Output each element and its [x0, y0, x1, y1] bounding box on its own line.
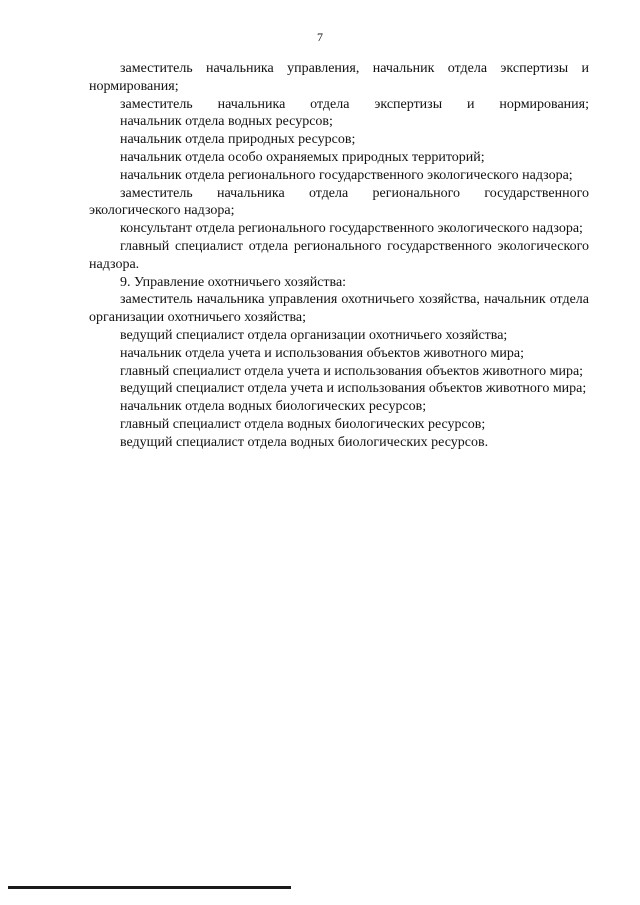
- list-item: главный специалист отдела регионального государственного экологического надзора.: [89, 238, 589, 272]
- list-item: начальник отдела природных ресурсов;: [120, 132, 356, 148]
- list-item: заместитель начальника отдела регионального государственного экологического надзора;: [89, 185, 589, 219]
- list-item: главный специалист отдела водных биологических ресурсов;: [120, 416, 486, 432]
- section-heading: 9. Управление охотничьего хозяйства:: [120, 274, 347, 290]
- list-item: начальник отдела водных ресурсов;: [120, 114, 333, 130]
- list-item: заместитель начальника управления, начальник отдела экспертизы и нормирования;: [89, 61, 589, 94]
- list-item: начальник отдела особо охраняемых природных территорий;: [120, 149, 485, 165]
- list-item: заместитель начальника отдела экспертизы и нормирования;: [120, 96, 589, 112]
- list-item: начальник отдела водных биологических ресурсов;: [120, 399, 427, 415]
- list-item: начальник отдела учета и использования объектов животного мира;: [120, 345, 524, 361]
- list-item: ведущий специалист отдела учета и использования объектов животного мира;: [120, 381, 587, 397]
- list-item: консультант отдела регионального государственного экологического надзора;: [120, 221, 583, 237]
- list-item: главный специалист отдела учета и использования объектов животного мира;: [120, 363, 584, 379]
- footer-rule: [8, 886, 291, 889]
- list-item: заместитель начальника управления охотничьего хозяйства, начальник отдела организации охотничьего хозяйства;: [89, 292, 589, 326]
- document-body: [89, 60, 589, 452]
- list-item: начальник отдела регионального государственного экологического надзора;: [120, 167, 573, 183]
- list-item: ведущий специалист отдела организации охотничьего хозяйства;: [120, 327, 508, 343]
- list-item: ведущий специалист отдела водных биологических ресурсов.: [120, 434, 489, 450]
- page-number: 7: [317, 30, 323, 44]
